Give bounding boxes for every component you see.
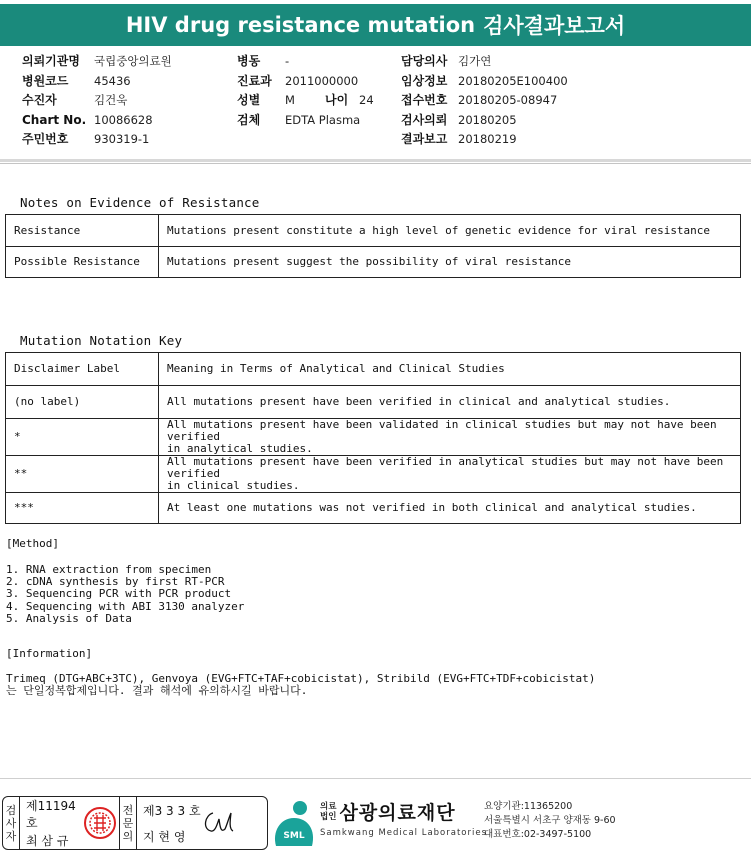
specialist-tag bbox=[120, 797, 137, 849]
evidence-text-cell: Mutations present suggest the possibility of viral resistance bbox=[159, 247, 741, 278]
notation-label-cell: ** bbox=[6, 456, 159, 493]
info-value: 45436 bbox=[94, 73, 131, 88]
info-row-patient-name bbox=[22, 91, 172, 111]
notation-text-cell: All mutations present have been verified in clinical and analytical studies. bbox=[159, 386, 741, 419]
info-row-ward bbox=[237, 52, 374, 72]
info-value: 20180219 bbox=[458, 132, 517, 146]
info-label: 수진자 bbox=[22, 93, 57, 107]
specialist-license-no: 제3 3 3 호 bbox=[143, 803, 201, 818]
evidence-label-cell: Resistance bbox=[6, 215, 159, 247]
signature-scribble-icon bbox=[199, 807, 239, 837]
info-row-hospital-code bbox=[22, 72, 172, 92]
tester-tag-text: 검 사 자 bbox=[5, 803, 17, 843]
info-value: 2011000000 bbox=[285, 73, 359, 88]
report-title: HIV drug resistance mutation bbox=[125, 13, 476, 37]
info-row-report-date bbox=[401, 130, 568, 150]
lab-street: 서울특별시 서초구 양재동 9-60 bbox=[484, 815, 616, 826]
table-row bbox=[6, 456, 741, 493]
info-row-chart-no bbox=[22, 111, 172, 131]
evidence-section-title: Notes on Evidence of Resistance bbox=[20, 195, 260, 210]
tester-license-no: 제11194호 bbox=[26, 799, 76, 831]
specialist-info bbox=[137, 797, 267, 849]
report-title-bar bbox=[0, 4, 751, 46]
info-value: 930319-1 bbox=[94, 132, 150, 146]
lab-code: 요양기관:11365200 bbox=[484, 801, 573, 812]
specialist-name: 지 현 영 bbox=[143, 829, 186, 844]
notation-label-cell: * bbox=[6, 419, 159, 456]
info-label: 검사의뢰 bbox=[401, 112, 448, 127]
information-text: Trimeq (DTG+ABC+3TC), Genvoya (EVG+FTC+TAF+cobicistat), Stribild (EVG+FTC+TDF+cobicistat) 는 단일정복합제입니다. 결과 해석에 유의하시길 바랍니다. bbox=[6, 672, 596, 698]
info-value: - bbox=[285, 54, 290, 68]
info-value: 김건욱 bbox=[94, 93, 128, 107]
info-label: 검체 bbox=[237, 112, 261, 127]
header-divider bbox=[0, 159, 751, 162]
notation-header-text: Meaning in Terms of Analytical and Clinical Studies bbox=[159, 353, 741, 386]
notation-label-cell: *** bbox=[6, 493, 159, 524]
lab-address bbox=[484, 800, 616, 842]
evidence-table bbox=[5, 214, 741, 278]
table-row bbox=[6, 386, 741, 419]
specialist-tag-text: 전 문 의 bbox=[122, 803, 134, 843]
lab-prefix bbox=[320, 802, 336, 822]
notation-text-cell: All mutations present have been verified in analytical studies but may not have been verified in clinical studies. bbox=[159, 456, 741, 493]
method-title: [Method] bbox=[6, 537, 59, 550]
info-row-resident-no bbox=[22, 130, 172, 150]
lab-prefix-bottom: 법인 bbox=[320, 811, 337, 822]
information-title: [Information] bbox=[6, 647, 93, 660]
info-label: 결과보고 bbox=[401, 132, 448, 146]
evidence-label-cell: Possible Resistance bbox=[6, 247, 159, 278]
seal-stamp-icon bbox=[83, 806, 117, 840]
info-label: 병원코드 bbox=[22, 73, 69, 88]
info-label: 성별 bbox=[237, 93, 261, 107]
info-label: 주민번호 bbox=[22, 132, 69, 146]
tester-info bbox=[20, 797, 80, 849]
logo-badge-text: SML bbox=[283, 831, 305, 841]
info-row-specimen bbox=[237, 111, 374, 131]
info-label: Chart No. bbox=[22, 112, 87, 127]
footer-divider bbox=[0, 778, 751, 779]
info-value: 20180205-08947 bbox=[458, 93, 558, 107]
lab-name: 삼광의료재단 bbox=[339, 802, 456, 824]
info-value: EDTA Plasma bbox=[285, 112, 361, 127]
info-label: 진료과 bbox=[237, 73, 272, 88]
notation-text-cell: All mutations present have been validated in clinical studies but may not have been verified in analytical studies. bbox=[159, 419, 741, 456]
info-label: 나이 bbox=[325, 93, 349, 107]
table-row bbox=[6, 247, 741, 278]
info-row-sex-age bbox=[237, 91, 374, 111]
info-label: 병동 bbox=[237, 54, 261, 68]
lab-prefix-top: 의료 bbox=[320, 801, 337, 812]
tester-seal bbox=[80, 797, 120, 849]
info-value: 24 bbox=[359, 93, 374, 107]
info-row-doctor bbox=[401, 52, 568, 72]
report-title-korean: 검사결과보고서 bbox=[483, 14, 626, 38]
notation-label-cell: (no label) bbox=[6, 386, 159, 419]
lab-name-block bbox=[320, 798, 456, 825]
info-value: 10086628 bbox=[94, 112, 153, 127]
notation-table bbox=[5, 352, 741, 524]
patient-info-column-1 bbox=[22, 52, 172, 150]
info-row-department bbox=[237, 72, 374, 92]
table-row bbox=[6, 419, 741, 456]
method-steps: 1. RNA extraction from specimen 2. cDNA synthesis by first RT-PCR 3. Sequencing PCR with PCR product 4. Sequencing with ABI 3130 analyzer 5. Analysis of Data bbox=[6, 563, 245, 625]
lab-english-name: Samkwang Medical Laboratories bbox=[320, 828, 488, 838]
info-row-request-date bbox=[401, 111, 568, 131]
signature-box bbox=[2, 796, 268, 850]
info-row-institution bbox=[22, 52, 172, 72]
info-value: M bbox=[285, 93, 295, 107]
info-value: 20180205 bbox=[458, 112, 517, 127]
info-label: 의뢰기관명 bbox=[22, 54, 80, 68]
notation-text-cell: At least one mutations was not verified in both clinical and analytical studies. bbox=[159, 493, 741, 524]
tester-tag bbox=[3, 797, 20, 849]
info-value: 김가연 bbox=[458, 54, 492, 68]
notation-header-label: Disclaimer Label bbox=[6, 353, 159, 386]
info-label: 접수번호 bbox=[401, 93, 448, 107]
patient-info-column-2 bbox=[237, 52, 374, 130]
info-row-receipt-no bbox=[401, 91, 568, 111]
tester-name: 최 삼 규 bbox=[26, 833, 69, 848]
table-row bbox=[6, 353, 741, 386]
table-row bbox=[6, 493, 741, 524]
lab-logo bbox=[270, 796, 750, 852]
evidence-text-cell: Mutations present constitute a high level of genetic evidence for viral resistance bbox=[159, 215, 741, 247]
patient-info-column-3 bbox=[401, 52, 568, 150]
info-value: 20180205E100400 bbox=[458, 73, 568, 88]
info-value: 국립중앙의료원 bbox=[94, 54, 172, 68]
notation-section-title: Mutation Notation Key bbox=[20, 333, 183, 348]
info-row-clinical-info bbox=[401, 72, 568, 92]
info-label: 담당의사 bbox=[401, 54, 448, 68]
header-divider-thin bbox=[0, 163, 751, 164]
sml-logo-icon bbox=[270, 798, 318, 848]
lab-phone: 대표번호:02-3497-5100 bbox=[484, 829, 592, 840]
info-label: 임상정보 bbox=[401, 73, 448, 88]
table-row bbox=[6, 215, 741, 247]
